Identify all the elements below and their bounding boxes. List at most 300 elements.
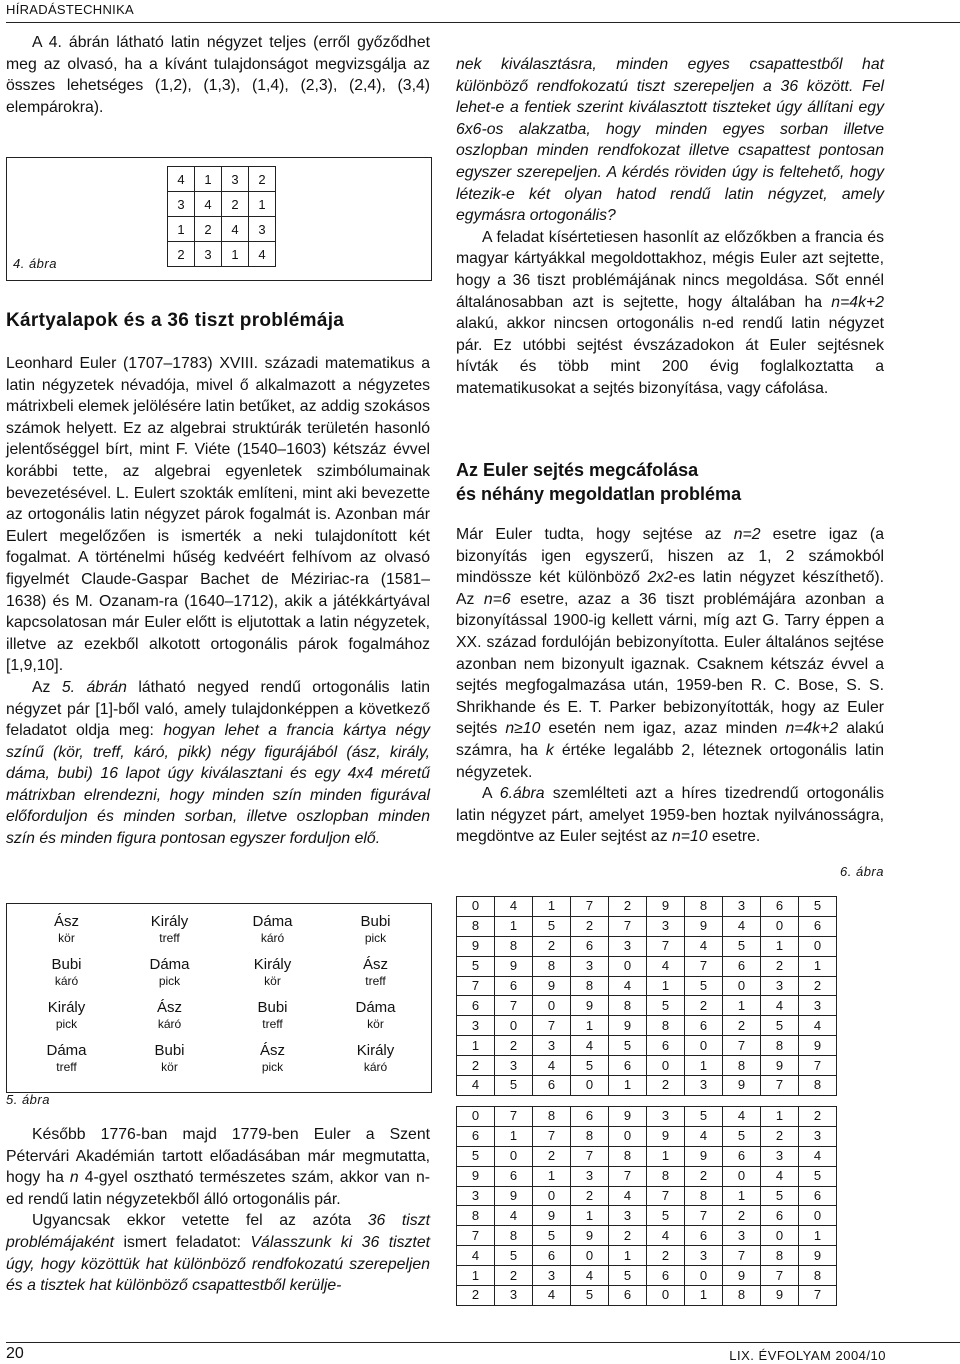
square-b-cell: 6 (571, 1107, 609, 1127)
square-b-cell: 1 (647, 1146, 685, 1166)
square-b-cell: 3 (723, 1226, 761, 1246)
square-b-cell: 3 (571, 1166, 609, 1186)
latin4-row (168, 192, 276, 217)
square-b-cell: 3 (495, 1286, 533, 1306)
square-a-cell: 0 (685, 1036, 723, 1056)
square-b-cell: 8 (647, 1166, 685, 1186)
square-b-cell: 1 (457, 1266, 495, 1286)
square-b-cell: 8 (571, 1126, 609, 1146)
text-span: Már Euler tudta, hogy sejtése az (456, 526, 734, 543)
square-a-cell: 1 (609, 1076, 647, 1096)
text-span: esetre, azaz a 36 tiszt problémájára azonban a bizonyítással 1900-ig kellett várni, míg azt G. Tarry éppen a XX. század fordulóján bebizonyította. Euler általános sejtése azonban nem bizonyult igaznak. Csaknem kétszáz évvel a sejtés megfogalmazása után, 1959-ben R. C. Bose, S. S. Shrikhande és E. T. Parker bebizonyították, hogy az Euler sejtés (456, 590, 884, 738)
square-a-cell: 3 (723, 897, 761, 917)
section-header: HÍRADÁSTECHNIKA (6, 2, 135, 17)
square-b-cell: 7 (761, 1266, 799, 1286)
square-a-row (457, 1016, 837, 1036)
card-cell (324, 912, 427, 955)
square-b-cell: 7 (571, 1146, 609, 1166)
paragraph-36-officers (6, 1210, 430, 1296)
square-a-cell: 5 (571, 1056, 609, 1076)
square-a-row (457, 1036, 837, 1056)
text-span: Később 1776-ban majd 1779-ben Euler a Szent Pétervári Akadémián tartott előadásában már megmutatta, hogy ha (6, 1126, 430, 1187)
card-cell (221, 998, 324, 1041)
square-a-cell: 2 (761, 956, 799, 976)
card-cell (221, 912, 324, 955)
heading-line-1: Az Euler sejtés megcáfolása (456, 460, 699, 480)
square-b-cell: 0 (457, 1107, 495, 1127)
square-a-cell: 9 (609, 1016, 647, 1036)
latin4-cell: 2 (195, 217, 222, 242)
square-b-cell: 2 (457, 1286, 495, 1306)
square-b-cell: 7 (685, 1206, 723, 1226)
latin4-row (168, 167, 276, 192)
card-rank: Bubi (257, 999, 288, 1016)
square-a-cell: 6 (799, 916, 837, 936)
latin-square-10x10-b (456, 1106, 837, 1306)
square-a-cell: 0 (457, 897, 495, 917)
square-a-cell: 3 (571, 956, 609, 976)
text-span: n=2 (733, 526, 761, 543)
text-span: értéke legalább 2, léteznek ortogonális latin négyzetek. (456, 741, 884, 781)
square-b-cell: 2 (609, 1226, 647, 1246)
card-suit: kör (161, 1060, 178, 1074)
square-a-cell: 4 (685, 936, 723, 956)
square-a-row (457, 1076, 837, 1096)
card-suit: káró (157, 1017, 182, 1031)
square-b-cell: 6 (723, 1146, 761, 1166)
text-span: k (545, 741, 554, 759)
square-a-cell: 1 (685, 1056, 723, 1076)
latin4-cell: 4 (168, 167, 195, 192)
square-a-cell: 3 (533, 1036, 571, 1056)
square-b-cell: 0 (647, 1286, 685, 1306)
text-span: 6.ábra (499, 785, 545, 803)
square-b-cell: 5 (799, 1166, 837, 1186)
text-span: 2x2 (647, 569, 674, 587)
text-span: n≥10 (505, 720, 541, 738)
square-a-cell: 3 (457, 1016, 495, 1036)
square-b-cell: 4 (495, 1206, 533, 1226)
square-a-cell: 7 (799, 1056, 837, 1076)
card-suit: káró (363, 1060, 388, 1074)
square-a-cell: 2 (609, 897, 647, 917)
square-b-cell: 3 (457, 1186, 495, 1206)
square-a-cell: 7 (761, 1076, 799, 1096)
text-span: n=6 (483, 590, 511, 608)
square-a-cell: 5 (609, 1036, 647, 1056)
square-a-cell: 1 (799, 956, 837, 976)
square-a-cell: 0 (723, 976, 761, 996)
square-a-cell: 5 (647, 996, 685, 1016)
square-b-cell: 8 (495, 1226, 533, 1246)
figure-5 (6, 903, 432, 1093)
paragraph-officers-continued: nek kiválasztásra, minden egyes csapattestből hat különböző rendfokozatú tiszt szerepeljen a 36 között. Fel lehet-e a fentiek szerint kiválasztott tiszteket úgy állítani egy 6x6-os alakzatba, hogy minden egyes sorban illetve oszlopban minden rendfokozat illetve csapattest pontosan egyszer szerepeljen. A kérdés röviden úgy is feltehető, hogy létezik-e két olyan hatod rendű latin négyzet, amely egymásra ortogonális? (456, 56, 884, 225)
square-b-row (457, 1206, 837, 1226)
square-b-cell: 7 (495, 1107, 533, 1127)
square-a-cell: 2 (723, 1016, 761, 1036)
square-a-cell: 5 (799, 897, 837, 917)
card-suit: treff (365, 974, 386, 988)
square-b-cell: 1 (685, 1286, 723, 1306)
square-b-row (457, 1126, 837, 1146)
card-suit: treff (262, 1017, 283, 1031)
text-span: n=4k+2 (831, 293, 884, 311)
square-b-cell: 7 (723, 1246, 761, 1266)
figure-5-label: 5. ábra (6, 1092, 50, 1107)
square-b-cell: 0 (495, 1146, 533, 1166)
figure-4-label: 4. ábra (13, 256, 57, 271)
square-a-cell: 9 (685, 916, 723, 936)
square-b-row (457, 1286, 837, 1306)
square-b-cell: 4 (685, 1126, 723, 1146)
square-a-cell: 4 (647, 956, 685, 976)
square-a-cell: 9 (761, 1056, 799, 1076)
card-row (15, 998, 427, 1041)
card-rank: Ász (362, 956, 388, 973)
square-a-cell: 7 (533, 1016, 571, 1036)
square-a-cell: 2 (457, 1056, 495, 1076)
square-b-cell: 0 (533, 1186, 571, 1206)
card-suit: kör (367, 1017, 384, 1031)
square-b-cell: 5 (495, 1246, 533, 1266)
square-a-cell: 4 (799, 1016, 837, 1036)
square-b-cell: 2 (571, 1186, 609, 1206)
right-body-bottom (456, 524, 884, 848)
card-rank: Ász (53, 913, 79, 930)
square-b-cell: 6 (761, 1206, 799, 1226)
card-cell (15, 955, 118, 998)
text-span: látható negyed rendű ortogonális latin négyzet pár [1]-ből való, amely tulajdonképpen a következő feladatot oldja meg: (6, 678, 430, 740)
square-b-cell: 7 (609, 1166, 647, 1186)
square-b-cell: 4 (609, 1186, 647, 1206)
card-suit: kör (58, 931, 75, 945)
paragraph-refutation (456, 524, 884, 783)
square-b-row (457, 1186, 837, 1206)
text-span: -es latin négyzet készíthető). Az (456, 569, 885, 608)
latin4-cell: 3 (195, 242, 222, 267)
square-b-cell: 1 (723, 1186, 761, 1206)
square-b-cell: 5 (647, 1206, 685, 1226)
card-cell (15, 912, 118, 955)
paragraph-euler-conjecture (456, 227, 884, 400)
square-a-cell: 8 (495, 936, 533, 956)
square-a-cell: 5 (685, 976, 723, 996)
square-a-cell: 1 (533, 897, 571, 917)
square-b-cell: 4 (723, 1107, 761, 1127)
square-a-cell: 7 (457, 976, 495, 996)
square-a-cell: 8 (457, 916, 495, 936)
square-b-cell: 7 (457, 1226, 495, 1246)
square-a-cell: 9 (533, 976, 571, 996)
square-b-cell: 9 (761, 1286, 799, 1306)
card-rank: Ász (156, 999, 182, 1016)
square-a-cell: 0 (761, 916, 799, 936)
card-suit: pick (55, 1017, 78, 1031)
square-b-cell: 1 (609, 1246, 647, 1266)
square-a-cell: 1 (457, 1036, 495, 1056)
square-a-cell: 0 (647, 1056, 685, 1076)
square-a-cell: 4 (457, 1076, 495, 1096)
square-a-cell: 5 (761, 1016, 799, 1036)
square-b-cell: 2 (799, 1107, 837, 1127)
latin-square-4x4 (167, 166, 276, 267)
square-b-row (457, 1166, 837, 1186)
latin4-cell: 3 (249, 217, 276, 242)
square-b-cell: 5 (723, 1126, 761, 1146)
square-a-cell: 4 (723, 916, 761, 936)
square-b-cell: 1 (495, 1126, 533, 1146)
square-a-cell: 2 (685, 996, 723, 1016)
card-cell (15, 998, 118, 1041)
square-b-cell: 9 (647, 1126, 685, 1146)
card-cell (15, 1041, 118, 1084)
square-b-cell: 4 (571, 1266, 609, 1286)
card-suit: pick (261, 1060, 284, 1074)
card-rank: Bubi (360, 913, 391, 930)
card-rank: Király (47, 999, 86, 1016)
card-cell (118, 955, 221, 998)
square-a-cell: 3 (685, 1076, 723, 1096)
square-a-cell: 8 (761, 1036, 799, 1056)
square-a-row (457, 916, 837, 936)
square-b-cell: 6 (799, 1186, 837, 1206)
card-suit: pick (364, 931, 387, 945)
latin4-cell: 4 (195, 192, 222, 217)
square-b-cell: 5 (761, 1186, 799, 1206)
square-b-cell: 5 (571, 1286, 609, 1306)
square-a-cell: 6 (761, 897, 799, 917)
square-a-cell: 8 (685, 897, 723, 917)
paragraph-figure6-intro (456, 783, 884, 848)
square-b-cell: 2 (685, 1166, 723, 1186)
card-rank: Dáma (149, 956, 190, 973)
text-span: 5. ábrán (61, 678, 127, 696)
square-a-cell: 4 (495, 897, 533, 917)
square-a-cell: 9 (495, 956, 533, 976)
card-row (15, 912, 427, 955)
card-rank: Dáma (355, 999, 396, 1016)
square-a-cell: 5 (495, 1076, 533, 1096)
square-a-row (457, 976, 837, 996)
square-b-cell: 6 (609, 1286, 647, 1306)
square-a-cell: 4 (761, 996, 799, 1016)
square-a-cell: 8 (723, 1056, 761, 1076)
square-b-cell: 6 (685, 1226, 723, 1246)
square-a-cell: 0 (799, 936, 837, 956)
right-body-top (456, 54, 884, 400)
card-suit: pick (158, 974, 181, 988)
square-a-cell: 3 (761, 976, 799, 996)
square-b-cell: 2 (647, 1246, 685, 1266)
square-a-cell: 0 (609, 956, 647, 976)
square-b-cell: 8 (723, 1286, 761, 1306)
square-b-cell: 0 (571, 1246, 609, 1266)
latin4-cell: 2 (222, 192, 249, 217)
card-rank: Király (253, 956, 292, 973)
square-a-cell: 6 (685, 1016, 723, 1036)
square-b-cell: 5 (609, 1266, 647, 1286)
latin4-cell: 1 (222, 242, 249, 267)
square-a-cell: 4 (533, 1056, 571, 1076)
square-b-row (457, 1146, 837, 1166)
text-span: A feladat kísértetiesen hasonlít az előzőkben a francia és magyar kártyákkal megoldottakhoz, mégis Euler azt sejtette, hogy a 36 tiszt problémájának nincs megoldása. Sőt ennél általánosabban azt is sejtette, hogy általában ha (456, 228, 884, 311)
card-rank: Király (356, 1042, 395, 1059)
square-b-cell: 2 (761, 1126, 799, 1146)
square-b-cell: 3 (647, 1107, 685, 1127)
square-a-cell: 1 (723, 996, 761, 1016)
square-a-cell: 6 (723, 956, 761, 976)
square-b-cell: 9 (609, 1107, 647, 1127)
text-span: szemlélteti azt a híres tizedrendű ortogonális latin négyzet párt, amelyet 1959-ben hoztak nyilvánosságra, megdöntve az Euler sejtést az (456, 785, 884, 846)
page-number: 20 (6, 1345, 24, 1362)
card-suit: treff (159, 931, 180, 945)
square-a-cell: 7 (495, 996, 533, 1016)
square-b-cell: 7 (647, 1186, 685, 1206)
square-b-cell: 3 (609, 1206, 647, 1226)
square-a-cell: 4 (609, 976, 647, 996)
latin4-cell: 3 (168, 192, 195, 217)
text-span: hogyan lehet a francia kártya négy színű (kör, treff, káró, pikk) négy figurájából (ász, király, dáma, bubi) 16 lapot úgy kiválasztani és egy 4x4 méretű mátrixban elrendezni, hogy minden szín minden figurával előforduljon és minden sorban, illetve oszlopban minden szín és minden figura pontosan egyszer forduljon elő. (6, 722, 431, 848)
square-b-cell: 1 (761, 1107, 799, 1127)
square-a-cell: 3 (609, 936, 647, 956)
square-a-cell: 9 (799, 1036, 837, 1056)
card-rank: Dáma (46, 1042, 87, 1059)
text-span: alakú, akkor nincsen ortogonális n-ed rendű latin négyzet pár. Ez utóbbi sejtést évszázadokon át Euler sejtésnek hívták és több mint 200 évig foglalkoztatta a matematikusokat a sejtés bizonyítása, vagy cáfolása. (456, 315, 884, 397)
square-b-cell: 5 (457, 1146, 495, 1166)
latin4-row (168, 217, 276, 242)
text-span: Ugyancsak ekkor vetette fel az azóta (32, 1212, 368, 1230)
card-rank: Dáma (252, 913, 293, 930)
paragraph-1776 (6, 1124, 430, 1210)
heading-line-2: és néhány megoldatlan probléma (456, 484, 742, 504)
square-b-cell: 0 (723, 1166, 761, 1186)
square-b-row (457, 1246, 837, 1266)
square-a-cell: 8 (647, 1016, 685, 1036)
figure-4 (6, 157, 432, 281)
text-span: 36 tiszt problémájaként (6, 1212, 430, 1251)
text-span: A (482, 785, 500, 803)
square-b-cell: 3 (685, 1246, 723, 1266)
square-a-cell: 8 (609, 996, 647, 1016)
square-b-cell: 7 (533, 1126, 571, 1146)
card-rank: Bubi (154, 1042, 185, 1059)
square-a-row (457, 956, 837, 976)
square-b-cell: 2 (533, 1146, 571, 1166)
square-b-cell: 5 (533, 1226, 571, 1246)
square-a-cell: 2 (571, 916, 609, 936)
paragraph-euler-history: Leonhard Euler (1707–1783) XVIII. századi matematikus a latin négyzetek névadója, mivel ő alkalmazott a négyzetes mátrixbeli elemek jelölésére latin betűket, az addig szokásos számok helyett. Ez az algebrai struktúrák területén hasonló jelentőséggel bírt, mint F. Viéte (1540–1603) kétszáz évvel korábbi tette, az algebrai egyenletek szimbólumainak bevezetésével. L. Eulert szokták említeni, mint aki bevezette az ortogonális latin négyzet párok fogalmát is. Azonban már Eulert megelőzően is ismerték a neki tulajdonított két fogalmat. A történelmi hűség kedvéért felhívom az olvasó figyelmét Claude-Gaspar Bachet de Méziriac-ra (1581–1638) és M. Ozanam-ra (1640–1712), akik a játékkártyával kapcsolatosan már Euler előtt is eljutottak a latin négyzetek, illetve az ezekből alkotott ortogonális párok fogalmához [1,9,10]. (6, 355, 430, 675)
square-a-cell: 7 (571, 897, 609, 917)
square-b-cell: 9 (571, 1226, 609, 1246)
issue-info: LIX. ÉVFOLYAM 2004/10 (729, 1348, 886, 1363)
card-cell (118, 1041, 221, 1084)
square-a-cell: 3 (495, 1056, 533, 1076)
text-span: n (69, 1169, 79, 1187)
square-a-cell: 1 (647, 976, 685, 996)
square-b-cell: 6 (533, 1246, 571, 1266)
text-span: n=4k+2 (785, 720, 839, 738)
square-b-cell: 4 (457, 1246, 495, 1266)
square-b-cell: 0 (799, 1206, 837, 1226)
square-b-cell: 0 (685, 1266, 723, 1286)
square-b-cell: 0 (609, 1126, 647, 1146)
text-span: ismert feladatot: (114, 1233, 251, 1251)
latin4-cell: 2 (168, 242, 195, 267)
square-b-cell: 8 (761, 1246, 799, 1266)
square-a-cell: 1 (761, 936, 799, 956)
square-a-cell: 6 (457, 996, 495, 1016)
square-b-cell: 2 (495, 1266, 533, 1286)
square-a-cell: 7 (723, 1036, 761, 1056)
card-suit: kör (264, 974, 281, 988)
square-b-cell: 9 (495, 1186, 533, 1206)
square-a-cell: 6 (495, 976, 533, 996)
square-a-cell: 9 (723, 1076, 761, 1096)
square-b-cell: 4 (533, 1286, 571, 1306)
square-b-cell: 6 (495, 1166, 533, 1186)
text-span: esetre igaz (a bizonyítás igen egyszerű, hiszen az 1, 2 számokból mindössze két különböző (456, 526, 884, 587)
square-a-row (457, 1056, 837, 1076)
square-b-cell: 6 (647, 1266, 685, 1286)
card-cell (324, 955, 427, 998)
square-a-cell: 5 (723, 936, 761, 956)
card-suit: káró (260, 931, 285, 945)
square-a-cell: 6 (647, 1036, 685, 1056)
square-b-cell: 1 (533, 1166, 571, 1186)
latin4-cell: 1 (249, 192, 276, 217)
square-a-cell: 7 (685, 956, 723, 976)
square-a-cell: 0 (571, 1076, 609, 1096)
latin4-cell: 4 (249, 242, 276, 267)
text-span: Válasszunk ki 36 tisztet úgy, hogy közöttük hat különböző rendfokozatú szerepeljen és a tisztek hat különböző csapattestből kerülje- (6, 1233, 430, 1295)
text-span: n=10 (672, 828, 708, 846)
square-b-row (457, 1226, 837, 1246)
figure-6-label: 6. ábra (840, 864, 884, 879)
square-b-cell: 8 (533, 1107, 571, 1127)
square-b-cell: 4 (799, 1146, 837, 1166)
square-a-cell: 5 (457, 956, 495, 976)
square-b-cell: 9 (457, 1166, 495, 1186)
square-a-cell: 2 (647, 1076, 685, 1096)
card-cell (221, 1041, 324, 1084)
latin4-cell: 1 (195, 167, 222, 192)
latin4-cell: 4 (222, 217, 249, 242)
text-span: 4-gyel osztható természetes szám, akkor van n-ed rendű latin négyzetekből álló ortogonális pár. (6, 1169, 430, 1208)
card-row (15, 955, 427, 998)
left-body (6, 353, 430, 850)
square-a-cell: 3 (647, 916, 685, 936)
square-a-cell: 0 (495, 1016, 533, 1036)
square-b-cell: 4 (647, 1226, 685, 1246)
square-b-cell: 3 (533, 1266, 571, 1286)
square-b-cell: 0 (761, 1226, 799, 1246)
square-b-cell: 1 (571, 1206, 609, 1226)
square-a-cell: 8 (571, 976, 609, 996)
square-b-cell: 2 (723, 1206, 761, 1226)
latin4-cell: 1 (168, 217, 195, 242)
square-a-cell: 6 (533, 1076, 571, 1096)
square-a-cell: 7 (647, 936, 685, 956)
intro-text (6, 32, 430, 118)
square-a-cell: 8 (799, 1076, 837, 1096)
square-b-cell: 9 (685, 1146, 723, 1166)
square-a-row (457, 996, 837, 1016)
square-a-cell: 7 (609, 916, 647, 936)
text-span: Az (32, 678, 62, 696)
square-a-cell: 6 (571, 936, 609, 956)
left-body-bottom (6, 1124, 430, 1297)
intro-paragraph: A 4. ábrán látható latin négyzet teljes (erről győződhet meg az olvasó, ha a kívánt tulajdonságot megvizsgálja az összes lehetséges (1,2), (1,3), (1,4), (2,3), (2,4), (3,4) elempárokra). (6, 34, 430, 116)
